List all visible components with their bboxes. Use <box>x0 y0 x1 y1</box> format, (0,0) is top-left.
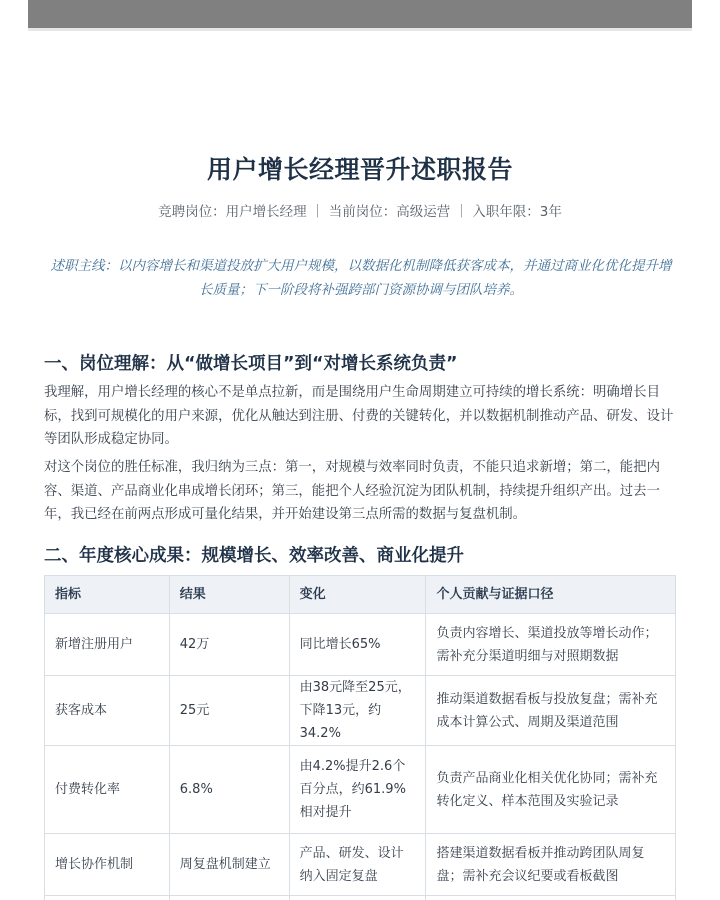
report-summary: 述职主线：以内容增长和渠道投放扩大用户规模，以数据化机制降低获客成本，并通过商业化优化提升增长质量；下一阶段将补强跨部门资源协调与团队培养。 <box>50 258 672 298</box>
results-table <box>44 575 676 900</box>
report-meta: 竞聘岗位：用户增长经理 ｜ 当前岗位：高级运营 ｜ 入职年限：3年 <box>158 204 562 220</box>
cell-change: 产品、研发、设计纳入固定复盘 <box>289 834 426 896</box>
table-row <box>45 676 676 746</box>
cell-change: 同比增长65% <box>289 614 426 676</box>
section2-heading: 二、年度核心成果：规模增长、效率改善、商业化提升 <box>44 546 464 566</box>
cell-metric: 新增注册用户 <box>45 614 170 676</box>
cell-metric <box>45 896 170 900</box>
cell-contribution: 负责内容增长、渠道投放等增长动作；需补充分渠道明细与对照期数据 <box>426 614 676 676</box>
cell-contribution: 负责产品商业化相关优化协同；需补充转化定义、样本范围及实验记录 <box>426 746 676 834</box>
header-change: 变化 <box>289 576 426 614</box>
cell-result: 25元 <box>169 676 289 746</box>
section1-paragraph-2: 对这个岗位的胜任标准，我归纳为三点：第一，对规模与效率同时负责，不能只追求新增；第二，能把内容、渠道、产品商业化串成增长闭环；第三，能把个人经验沉淀为团队机制，持续提升组织产出。过去一年，我已经在前两点形成可量化结果，并开始建设第三点所需的数据与复盘机制。 <box>44 460 660 522</box>
table-row <box>45 834 676 896</box>
cell-result: 42万 <box>169 614 289 676</box>
header-metric: 指标 <box>45 576 170 614</box>
cell-result <box>169 896 289 900</box>
cell-change: 由38元降至25元，下降13元，约34.2% <box>289 676 426 746</box>
cell-metric: 获客成本 <box>45 676 170 746</box>
header-contribution: 个人贡献与证据口径 <box>426 576 676 614</box>
header-result: 结果 <box>169 576 289 614</box>
table-row-partial <box>45 896 676 900</box>
table-header-row <box>45 576 676 614</box>
table-row <box>45 614 676 676</box>
section1-heading: 一、岗位理解：从“做增长项目”到“对增长系统负责” <box>44 354 458 374</box>
report-title: 用户增长经理晋升述职报告 <box>206 155 513 184</box>
cell-change <box>289 896 426 900</box>
cell-metric: 增长协作机制 <box>45 834 170 896</box>
cell-change: 由4.2%提升2.6个百分点，约61.9%相对提升 <box>289 746 426 834</box>
cell-metric: 付费转化率 <box>45 746 170 834</box>
section1-paragraph-1: 我理解，用户增长经理的核心不是单点拉新，而是围绕用户生命周期建立可持续的增长系统：明确增长目标，找到可规模化的用户来源，优化从触达到注册、付费的关键转化，并以数据机制推动产品、研发、设计等团队形成稳定协同。 <box>44 385 674 447</box>
cell-result: 周复盘机制建立 <box>169 834 289 896</box>
table-row <box>45 746 676 834</box>
cell-contribution <box>426 896 676 900</box>
cell-result: 6.8% <box>169 746 289 834</box>
cell-contribution: 推动渠道数据看板与投放复盘；需补充成本计算公式、周期及渠道范围 <box>426 676 676 746</box>
cell-contribution: 搭建渠道数据看板并推动跨团队周复盘；需补充会议纪要或看板截图 <box>426 834 676 896</box>
